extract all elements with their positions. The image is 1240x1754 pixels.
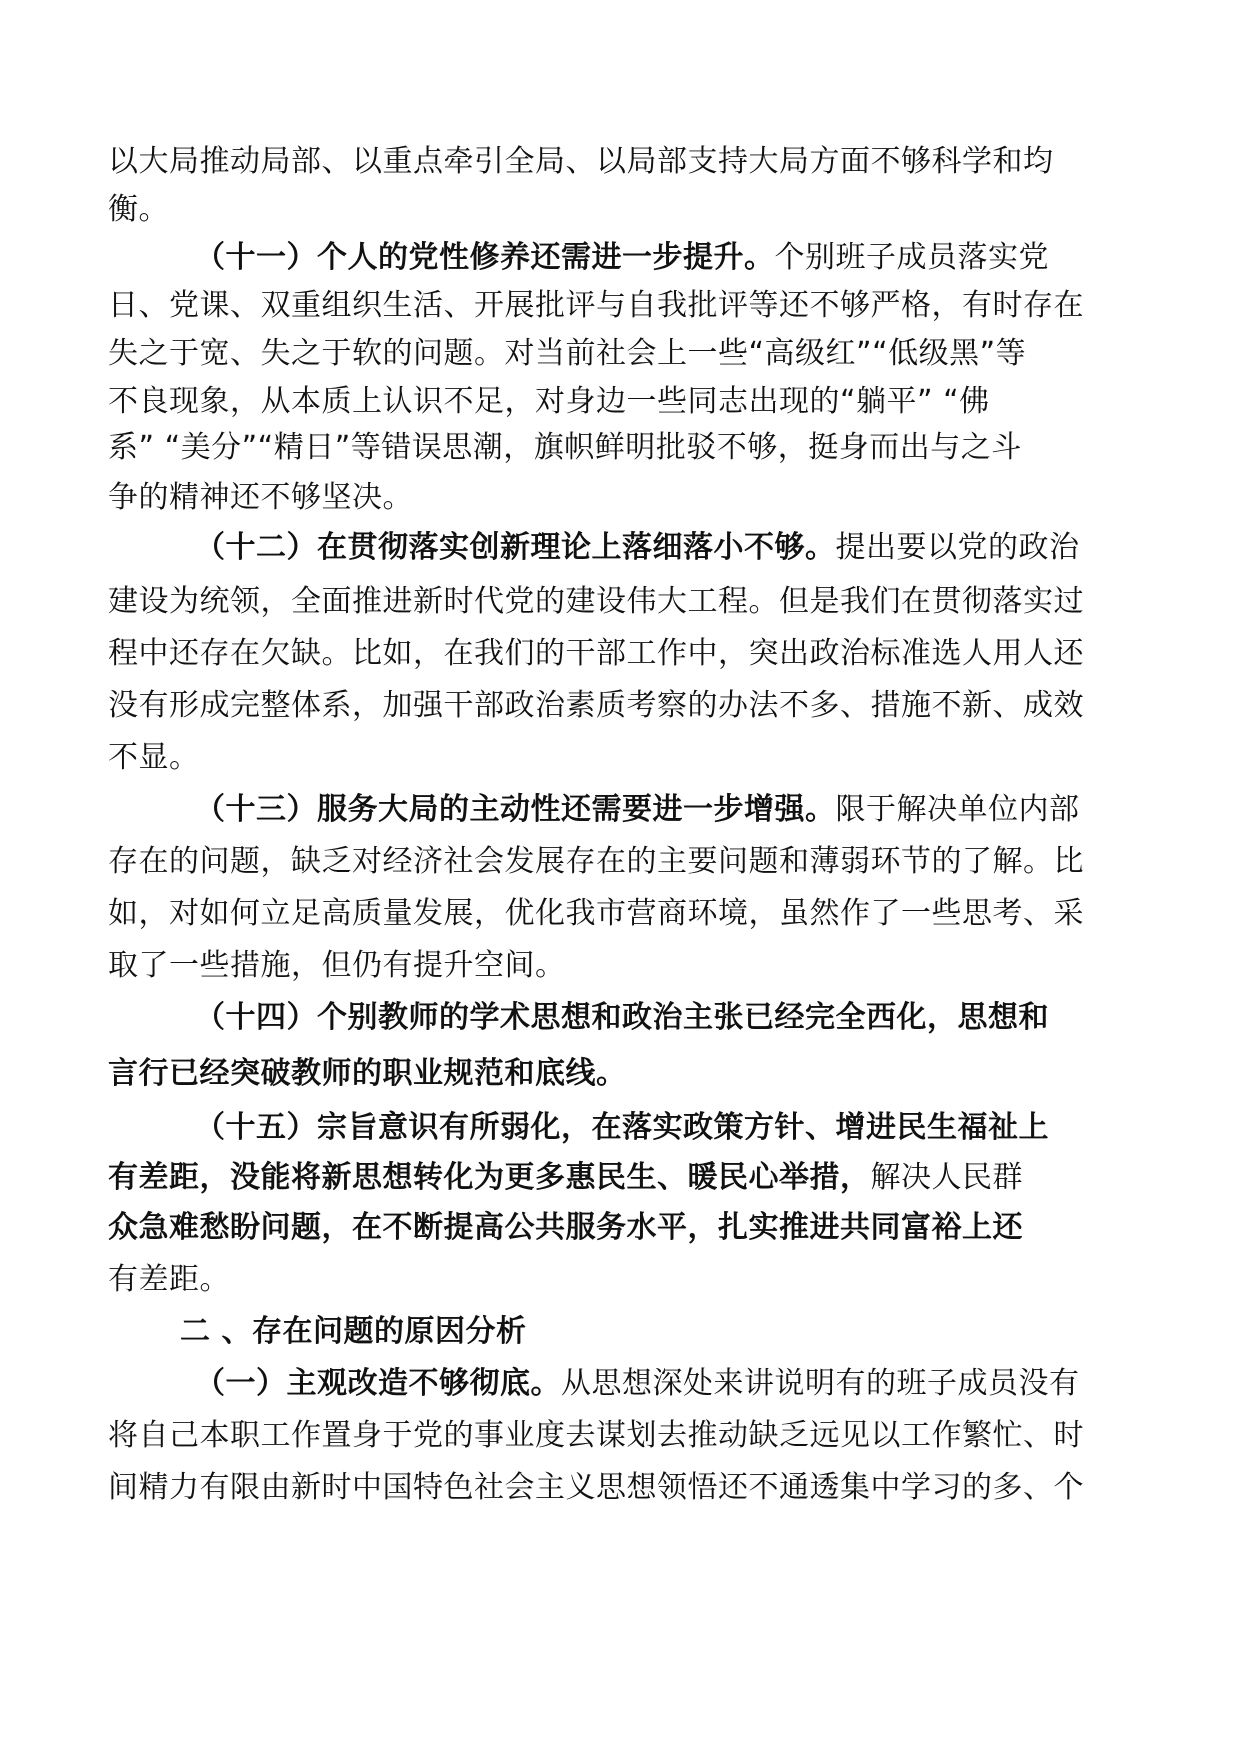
bold-heading-run: （十三）服务大局的主动性还需要进一步增强。: [195, 792, 836, 827]
text-line: [108, 1262, 230, 1298]
bold-heading-run: （十二）在贯彻落实创新理论上落细落小不够。: [195, 530, 836, 565]
section-heading: [180, 1314, 526, 1350]
bold-heading-run: （十一）个人的党性修养还需进一步提升。: [195, 240, 775, 275]
text-line: [108, 1418, 1084, 1454]
text-run: 从思想深处来讲说明有的班子成员没有: [561, 1366, 1080, 1401]
text-line: [108, 1160, 1023, 1196]
text-run: 没有形成完整体系，加强干部政治素质考察的办法不多、措施不新、成效: [108, 688, 1084, 723]
text-run: 系” “美分”“精日”等错误思潮，旗帜鲜明批驳不够，挺身而出与之斗: [108, 430, 1022, 465]
text-run: 提出要以党的政治: [835, 530, 1080, 565]
text-run: 日、党课、双重组织生活、开展批评与自我批评等还不够严格，有时存在: [108, 288, 1084, 323]
bold-text-run: 有差距，没能将新思想转化为更多惠民生、暖民心举措，: [108, 1160, 871, 1195]
text-run: 争的精神还不够坚决。: [108, 480, 413, 515]
section-heading-text: 二 、存在问题的原因分析: [180, 1314, 527, 1349]
text-line: [108, 192, 169, 228]
text-line: [108, 1056, 627, 1092]
text-run: 取了一些措施，但仍有提升空间。: [108, 948, 566, 983]
text-line: [108, 948, 566, 984]
bold-heading-run: （十四）个别教师的学术思想和政治主张已经完全西化，思想和: [195, 1000, 1049, 1035]
text-line: [108, 740, 200, 776]
text-run: 如，对如何立足高质量发展，优化我市营商环境，虽然作了一些思考、采: [108, 896, 1084, 931]
text-line: [108, 1470, 1084, 1506]
text-line: [108, 844, 1084, 880]
text-line: [108, 1210, 1023, 1246]
paragraph-heading-line: [195, 1000, 1049, 1036]
text-run: 以大局推动局部、以重点牵引全局、以局部支持大局方面不够科学和均: [108, 144, 1054, 179]
text-run: 不显。: [108, 740, 200, 775]
text-run: 失之于宽、失之于软的问题。对当前社会上一些“高级红”“低级黑”等: [108, 336, 1027, 371]
text-run: 有差距。: [108, 1262, 230, 1297]
text-line: [108, 636, 1084, 672]
text-run: 间精力有限由新时中国特色社会主义思想领悟还不通透集中学习的多、个: [108, 1470, 1084, 1505]
text-line: [108, 896, 1084, 932]
text-line: [108, 336, 1026, 372]
text-line: [108, 430, 1022, 466]
text-run: 程中还存在欠缺。比如，在我们的干部工作中，突出政治标准选人用人还: [108, 636, 1084, 671]
bold-heading-run: （一）主观改造不够彻底。: [195, 1366, 561, 1401]
paragraph-heading-line: [195, 530, 1080, 566]
text-run: 衡。: [108, 192, 169, 227]
text-line: [108, 144, 1054, 180]
paragraph-heading-line: [195, 1366, 1080, 1402]
text-line: [108, 384, 990, 420]
paragraph-heading-line: [195, 1110, 1049, 1146]
text-run: 存在的问题，缺乏对经济社会发展存在的主要问题和薄弱环节的了解。比: [108, 844, 1084, 879]
bold-text-run: 众急难愁盼问题，在不断提高公共服务水平，扎实推进共同富裕上还: [108, 1210, 1023, 1245]
text-run: 限于解决单位内部: [835, 792, 1080, 827]
text-line: [108, 688, 1084, 724]
paragraph-heading-line: [195, 240, 1049, 276]
text-run: 解决人民群: [870, 1160, 1023, 1195]
text-run: 不良现象，从本质上认识不足，对身边一些同志出现的“躺平” “佛: [108, 384, 990, 419]
text-run: 建设为统领，全面推进新时代党的建设伟大工程。但是我们在贯彻落实过: [108, 584, 1084, 619]
bold-heading-run: （十五）宗旨意识有所弱化，在落实政策方针、增进民生福祉上: [195, 1110, 1049, 1145]
text-line: [108, 480, 413, 516]
bold-text-run: 言行已经突破教师的职业规范和底线。: [108, 1056, 627, 1091]
text-line: [108, 288, 1084, 324]
text-run: 将自己本职工作置身于党的事业度去谋划去推动缺乏远见以工作繁忙、时: [108, 1418, 1084, 1453]
text-line: [108, 584, 1084, 620]
paragraph-heading-line: [195, 792, 1080, 828]
text-run: 个别班子成员落实党: [774, 240, 1049, 275]
